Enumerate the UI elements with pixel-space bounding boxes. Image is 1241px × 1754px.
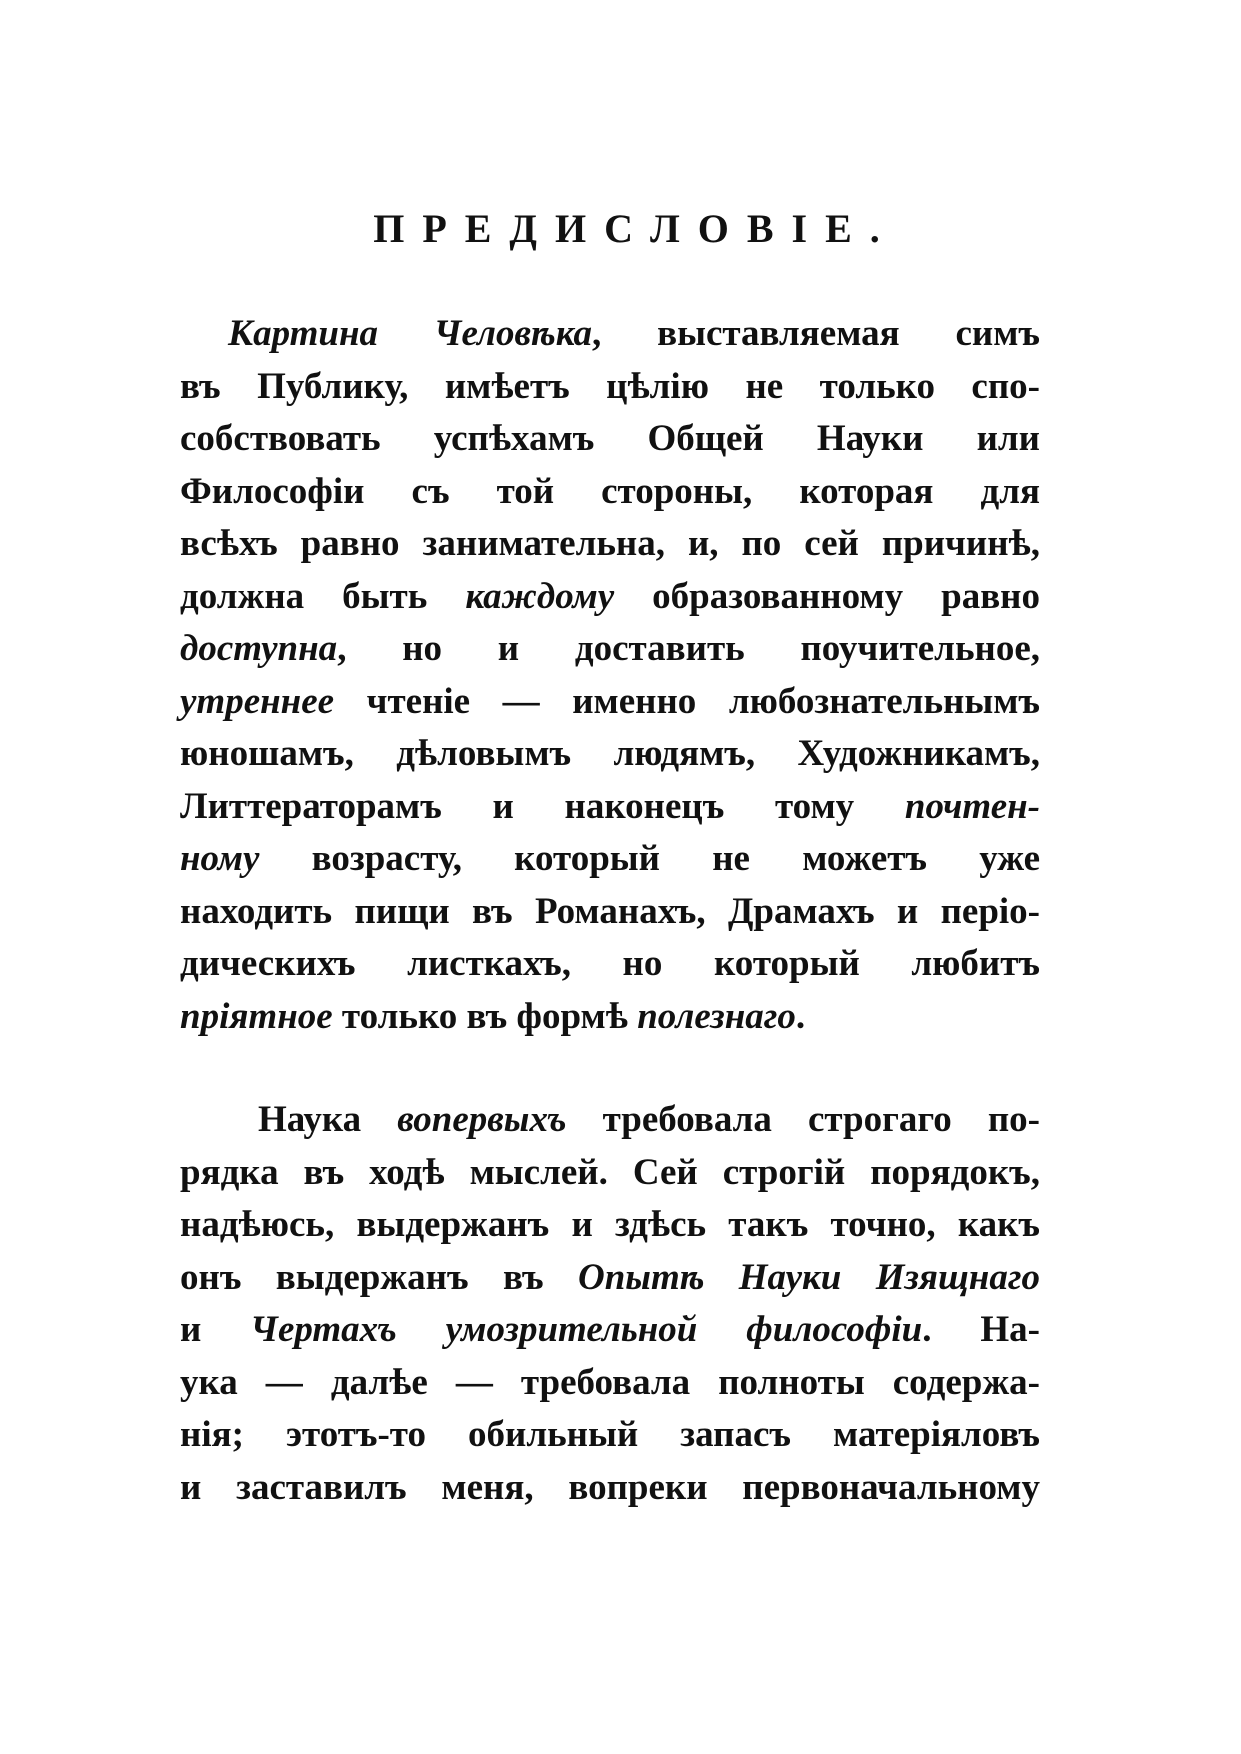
text-line	[180, 1304, 1040, 1357]
text-segment: нія; этотъ-то обильный запасъ матеріяловъ	[180, 1414, 1040, 1455]
text-segment: . На-	[922, 1309, 1040, 1350]
text-segment: и	[180, 1309, 251, 1350]
text-line	[180, 938, 1040, 991]
text-segment: , выставляемая симъ	[592, 313, 1041, 354]
text-segment: Философіи съ той стороны, которая для	[180, 470, 1040, 512]
paragraph-1	[180, 308, 1040, 1043]
paragraph-2	[180, 1094, 1040, 1514]
text-line	[180, 623, 1040, 676]
italic-text: Картина	[228, 313, 434, 354]
italic-text: Опытѣ Науки Изящнаго	[577, 1256, 1040, 1298]
text-segment: только въ формѣ	[332, 995, 638, 1037]
text-segment: въ Публику, имѣетъ цѣлію не только спо-	[180, 365, 1040, 407]
text-line	[180, 676, 1040, 729]
italic-text: Человѣка	[433, 313, 593, 354]
text-line	[180, 728, 1040, 781]
text-segment: находить пищи въ Романахъ, Драмахъ и періо-	[180, 890, 1040, 932]
text-segment: надѣюсь, выдержанъ и здѣсь такъ точно, какъ	[180, 1204, 1040, 1245]
text-line	[180, 991, 1040, 1044]
text-segment: собствовать успѣхамъ Общей Науки или	[180, 418, 1040, 459]
text-segment: Литтераторамъ и наконецъ тому	[180, 785, 905, 827]
text-segment: требовала строгаго по-	[566, 1099, 1040, 1140]
text-line	[180, 308, 1040, 361]
text-segment: .	[795, 995, 806, 1037]
text-line	[180, 1409, 1040, 1462]
text-segment: и заставилъ меня, вопреки первоначальному	[180, 1466, 1040, 1508]
text-line	[180, 1462, 1040, 1515]
italic-text: ному	[180, 838, 260, 879]
text-segment: дическихъ листкахъ, но который любитъ	[180, 943, 1040, 984]
text-segment: Наука	[258, 1099, 398, 1140]
text-line	[180, 1357, 1040, 1410]
text-segment: ука — далѣе — требовала полноты содержа-	[180, 1361, 1040, 1403]
text-segment: онъ выдержанъ въ	[180, 1256, 578, 1298]
text-line	[180, 466, 1040, 519]
text-segment: юношамъ, дѣловымъ людямъ, Художникамъ,	[180, 733, 1040, 774]
text-line	[180, 1094, 1040, 1147]
text-segment: , но и доставить поучительное,	[337, 628, 1040, 669]
text-line	[180, 833, 1040, 886]
text-line	[180, 1147, 1040, 1200]
italic-text: утреннее	[180, 680, 335, 722]
text-line	[180, 361, 1040, 414]
italic-text: каждому	[465, 575, 615, 617]
text-line	[180, 781, 1040, 834]
text-segment: образованному равно	[614, 575, 1040, 617]
italic-text: полезнаго	[637, 995, 796, 1037]
italic-text: вопервыхъ	[397, 1099, 567, 1140]
italic-text: пріятное	[180, 995, 333, 1037]
text-segment: рядка въ ходѣ мыслей. Сей строгій порядокъ,	[180, 1151, 1040, 1193]
text-segment: чтеніе — именно любознательнымъ	[334, 680, 1040, 722]
text-line	[180, 886, 1040, 939]
text-line	[180, 571, 1040, 624]
text-segment: всѣхъ равно занимательна, и, по сей причинѣ,	[180, 523, 1040, 564]
text-segment: должна быть	[180, 575, 466, 617]
italic-text: доступна	[180, 628, 338, 669]
text-line	[180, 413, 1040, 466]
text-line	[180, 1199, 1040, 1252]
italic-text: Чертахъ умозрительной философіи	[250, 1309, 923, 1350]
text-segment: возрасту, который не можетъ уже	[259, 838, 1040, 879]
text-line	[180, 518, 1040, 571]
page-title: ПРЕДИСЛОВІЕ.	[373, 206, 898, 251]
italic-text: почтен-	[904, 785, 1040, 827]
text-line	[180, 1252, 1040, 1305]
